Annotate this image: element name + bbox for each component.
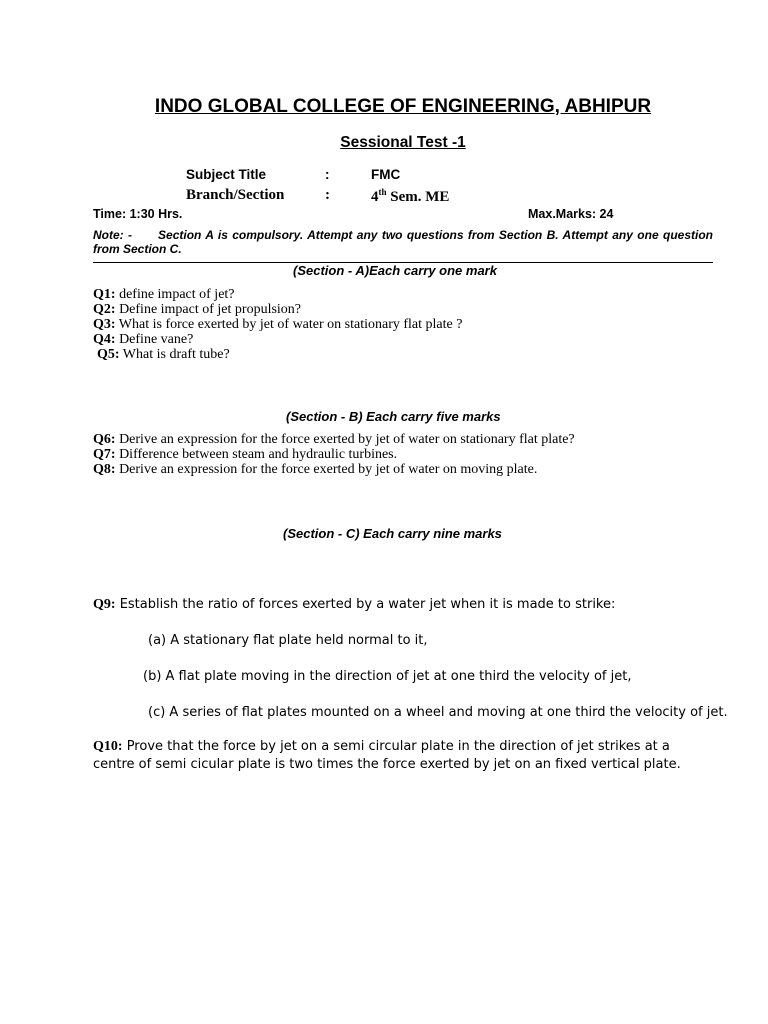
question-text: Derive an expression for the force exerted by jet of water on moving plate. xyxy=(115,462,538,477)
question-text: Define impact of jet propulsion? xyxy=(115,302,302,317)
subject-label: Subject Title xyxy=(186,167,267,182)
branch-value xyxy=(371,187,449,206)
question-text: Define vane? xyxy=(115,332,194,347)
question-number: Q10: xyxy=(93,739,123,754)
question-q3 xyxy=(93,317,462,332)
question-number: Q2: xyxy=(93,302,116,317)
question-text: Derive an expression for the force exerted by jet of water on stationary flat plate? xyxy=(115,432,575,447)
test-title: Sessional Test -1 xyxy=(340,134,466,151)
section-a-heading: (Section - A)Each carry one mark xyxy=(293,263,497,278)
question-q10 xyxy=(93,738,708,774)
section-b-heading: (Section - B) Each carry five marks xyxy=(286,409,501,424)
max-marks: Max.Marks: 24 xyxy=(528,207,614,221)
note-text: Section A is compulsory. Attempt any two questions from Section B. Attempt any one question from Section C. xyxy=(93,228,713,256)
question-text: Difference between steam and hydraulic turbines. xyxy=(115,447,398,462)
question-text: What is force exerted by jet of water on stationary flat plate ? xyxy=(115,317,463,332)
question-text: Prove that the force by jet on a semi circular plate in the direction of jet strikes at a centre of semi cicular plate is two times the force exerted by jet on an fixed vertical plate. xyxy=(93,739,681,772)
question-number: Q3: xyxy=(93,317,116,332)
question-number: Q9: xyxy=(93,597,116,612)
question-number: Q5: xyxy=(97,347,120,362)
question-q4 xyxy=(93,332,193,347)
time-allowed: Time: 1:30 Hrs. xyxy=(93,207,183,221)
q9-part-b: (b) A flat plate moving in the direction of jet at one third the velocity of jet, xyxy=(143,669,632,684)
q9-part-a: (a) A stationary flat plate held normal to it, xyxy=(148,633,428,648)
branch-colon: : xyxy=(325,187,330,203)
branch-value-superscript: th xyxy=(378,187,387,197)
note xyxy=(93,228,713,256)
question-number: Q6: xyxy=(93,432,116,447)
question-number: Q4: xyxy=(93,332,116,347)
subject-colon: : xyxy=(325,167,330,182)
question-number: Q1: xyxy=(93,287,116,302)
section-c-heading: (Section - C) Each carry nine marks xyxy=(283,526,502,541)
question-number: Q8: xyxy=(93,462,116,477)
branch-label: Branch/Section xyxy=(186,187,285,203)
note-label: Note: - xyxy=(93,228,133,242)
question-q6 xyxy=(93,432,575,447)
question-q1 xyxy=(93,287,235,302)
branch-value-text: Sem. ME xyxy=(386,189,450,205)
question-q5 xyxy=(97,347,230,362)
subject-value: FMC xyxy=(371,167,401,182)
college-title: INDO GLOBAL COLLEGE OF ENGINEERING, ABHIPUR xyxy=(154,96,652,117)
question-text: define impact of jet? xyxy=(115,287,235,302)
question-q8 xyxy=(93,462,537,477)
q9-part-c: (c) A series of flat plates mounted on a wheel and moving at one third the velocity of jet. xyxy=(148,705,728,720)
question-text: What is draft tube? xyxy=(119,347,230,362)
question-q7 xyxy=(93,447,397,462)
question-number: Q7: xyxy=(93,447,116,462)
question-q9 xyxy=(93,597,615,612)
branch-value-number: 4 xyxy=(371,189,379,205)
question-q2 xyxy=(93,302,301,317)
question-text: Establish the ratio of forces exerted by a water jet when it is made to strike: xyxy=(115,597,616,612)
